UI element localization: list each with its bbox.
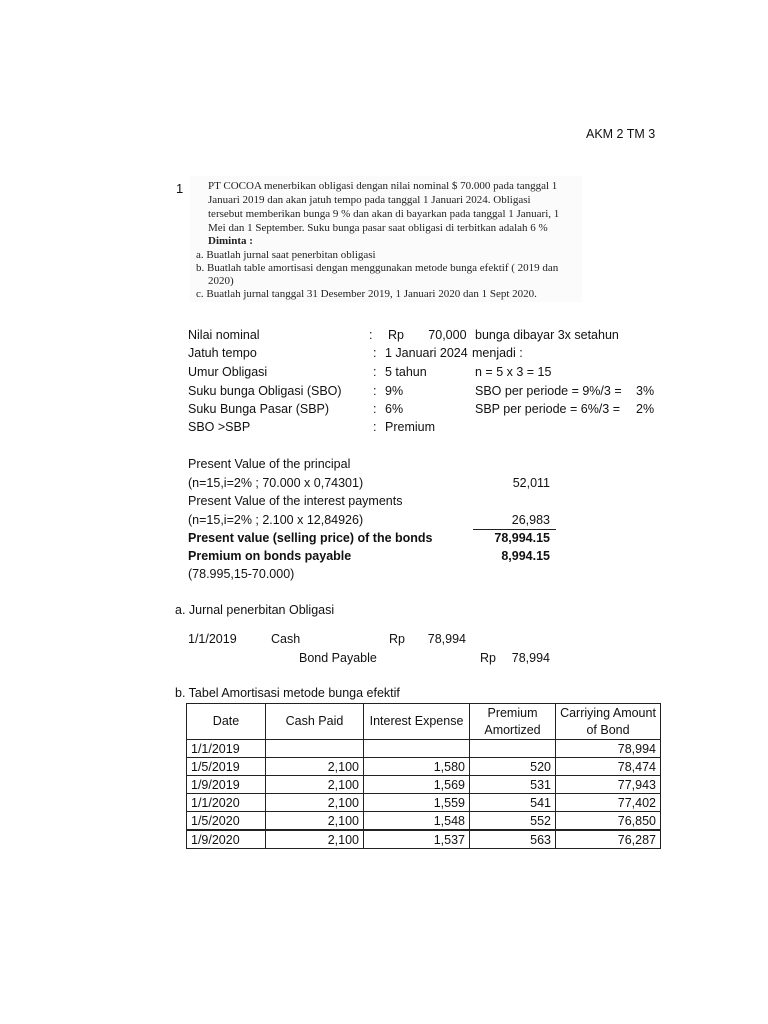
journal-title: a. Jurnal penerbitan Obligasi — [175, 603, 335, 617]
info-label: Nilai nominal — [188, 328, 260, 342]
problem-line: Januari 2019 dan akan jatuh tempo pada tanggal 1 Januari 2024. Obligasi — [208, 194, 531, 206]
info-note: n = 5 x 3 = 15 — [475, 365, 552, 379]
info-note: bunga dibayar 3x setahun — [475, 328, 619, 342]
info-colon: : — [373, 346, 377, 360]
table-row — [187, 758, 661, 776]
pv-interest-value: 26,983 — [511, 513, 550, 527]
info-colon: : — [373, 402, 377, 416]
col-header-interest-expense: Interest Expense — [364, 704, 470, 740]
cell-interest-expense: 1,580 — [364, 758, 470, 776]
cell-carrying-amount: 76,287 — [556, 830, 661, 849]
info-value: 9% — [385, 384, 404, 398]
cell-interest-expense: 1,548 — [364, 812, 470, 831]
cell-date: 1/5/2020 — [187, 812, 266, 831]
cell-carrying-amount: 77,402 — [556, 794, 661, 812]
info-note: SBO per periode = 9%/3 = — [475, 384, 622, 398]
header-text: Carriying Amount of Bond — [560, 705, 656, 737]
table-header-row — [187, 704, 661, 740]
cell-premium-amortized: 563 — [470, 830, 556, 849]
problem-scan — [190, 176, 582, 302]
info-label: Suku Bunga Pasar (SBP) — [188, 402, 330, 416]
cell-date: 1/9/2019 — [187, 776, 266, 794]
journal-debit-account: Cash — [271, 632, 301, 646]
problem-line: tersebut memberikan bunga 9 % dan akan di bayarkan pada tanggal 1 Januari, 1 — [208, 208, 560, 220]
problem-line: PT COCOA menerbikan obligasi dengan nilai nominal $ 70.000 pada tanggal 1 — [208, 180, 558, 192]
table-row — [187, 794, 661, 812]
amortization-table — [186, 703, 661, 849]
problem-line: Mei dan 1 September. Suku bunga pasar saat obligasi di terbitkan adalah 6 % — [208, 222, 548, 234]
sum-underline — [473, 529, 556, 530]
premium-label: Premium on bonds payable — [188, 549, 352, 563]
journal-credit-account: Bond Payable — [299, 651, 377, 665]
info-note-value: 2% — [636, 402, 655, 416]
task-item: c. Buatlah jurnal tanggal 31 Desember 2019, 1 Januari 2020 dan 1 Sept 2020. — [196, 288, 537, 300]
cell-cash-paid: 2,100 — [266, 812, 364, 831]
task-item: b. Buatlah table amortisasi dengan menggunakan metode bunga efektif ( 2019 dan — [196, 262, 559, 274]
info-colon: : — [373, 420, 377, 434]
info-label: Jatuh tempo — [188, 346, 257, 360]
table-row — [187, 776, 661, 794]
cell-date: 1/5/2019 — [187, 758, 266, 776]
cell-premium-amortized — [470, 740, 556, 758]
col-header-carrying-amount — [556, 704, 661, 740]
journal-debit-currency: Rp — [389, 632, 405, 646]
info-note-value: 3% — [636, 384, 655, 398]
info-colon: : — [373, 365, 377, 379]
info-label: Umur Obligasi — [188, 365, 268, 379]
journal-date: 1/1/2019 — [188, 632, 237, 646]
cell-date: 1/1/2020 — [187, 794, 266, 812]
table-row — [187, 740, 661, 758]
info-note: SBP per periode = 6%/3 = — [475, 402, 621, 416]
task-item: 2020) — [208, 275, 234, 287]
info-value: Rp 70,000 — [388, 328, 467, 342]
info-value: 1 Januari 2024 — [385, 346, 468, 360]
cell-carrying-amount: 76,850 — [556, 812, 661, 831]
col-header-date: Date — [187, 704, 266, 740]
cell-date: 1/9/2020 — [187, 830, 266, 849]
cell-cash-paid: 2,100 — [266, 794, 364, 812]
pv-principal-value: 52,011 — [512, 476, 550, 490]
header-text: Premium Amortized — [484, 705, 541, 737]
table-row — [187, 812, 661, 831]
cell-premium-amortized: 552 — [470, 812, 556, 831]
cell-carrying-amount: 78,474 — [556, 758, 661, 776]
journal-credit-currency: Rp — [480, 651, 496, 665]
pv-interest-calc: (n=15,i=2% ; 2.100 x 12,84926) — [188, 513, 364, 527]
pv-interest-label: Present Value of the interest payments — [188, 494, 403, 508]
cell-cash-paid — [266, 740, 364, 758]
cell-carrying-amount: 77,943 — [556, 776, 661, 794]
pv-principal-calc: (n=15,i=2% ; 70.000 x 0,74301) — [188, 476, 364, 490]
info-note: menjadi : — [472, 346, 523, 360]
diminta-label: Diminta : — [208, 235, 253, 247]
amortization-title: b. Tabel Amortisasi metode bunga efektif — [175, 686, 400, 700]
cell-premium-amortized: 531 — [470, 776, 556, 794]
journal-debit-amount: 78,994 — [427, 632, 466, 646]
cell-cash-paid: 2,100 — [266, 776, 364, 794]
problem-number: 1 — [176, 181, 184, 196]
cell-premium-amortized: 541 — [470, 794, 556, 812]
col-header-cash-paid: Cash Paid — [266, 704, 364, 740]
info-value: Premium — [385, 420, 436, 434]
table-row — [187, 830, 661, 849]
premium-calc: (78.995,15-70.000) — [188, 567, 295, 581]
premium-value: 8,994.15 — [501, 549, 550, 563]
info-colon: : — [369, 328, 373, 342]
pv-principal-label: Present Value of the principal — [188, 457, 351, 471]
cell-interest-expense: 1,537 — [364, 830, 470, 849]
pv-selling-value: 78,994.15 — [494, 531, 550, 545]
cell-interest-expense: 1,569 — [364, 776, 470, 794]
cell-cash-paid: 2,100 — [266, 830, 364, 849]
cell-premium-amortized: 520 — [470, 758, 556, 776]
info-value: 5 tahun — [385, 365, 427, 379]
col-header-premium-amortized — [470, 704, 556, 740]
pv-selling-label: Present value (selling price) of the bonds — [188, 531, 433, 545]
cell-date: 1/1/2019 — [187, 740, 266, 758]
journal-credit-amount: 78,994 — [511, 651, 550, 665]
cell-interest-expense — [364, 740, 470, 758]
cell-cash-paid: 2,100 — [266, 758, 364, 776]
task-item: a. Buatlah jurnal saat penerbitan obligasi — [196, 249, 376, 261]
info-value: 6% — [385, 402, 404, 416]
cell-interest-expense: 1,559 — [364, 794, 470, 812]
info-colon: : — [373, 384, 377, 398]
info-label: SBO >SBP — [188, 420, 251, 434]
course-title: AKM 2 TM 3 — [586, 127, 656, 141]
info-label: Suku bunga Obligasi (SBO) — [188, 384, 342, 398]
cell-carrying-amount: 78,994 — [556, 740, 661, 758]
